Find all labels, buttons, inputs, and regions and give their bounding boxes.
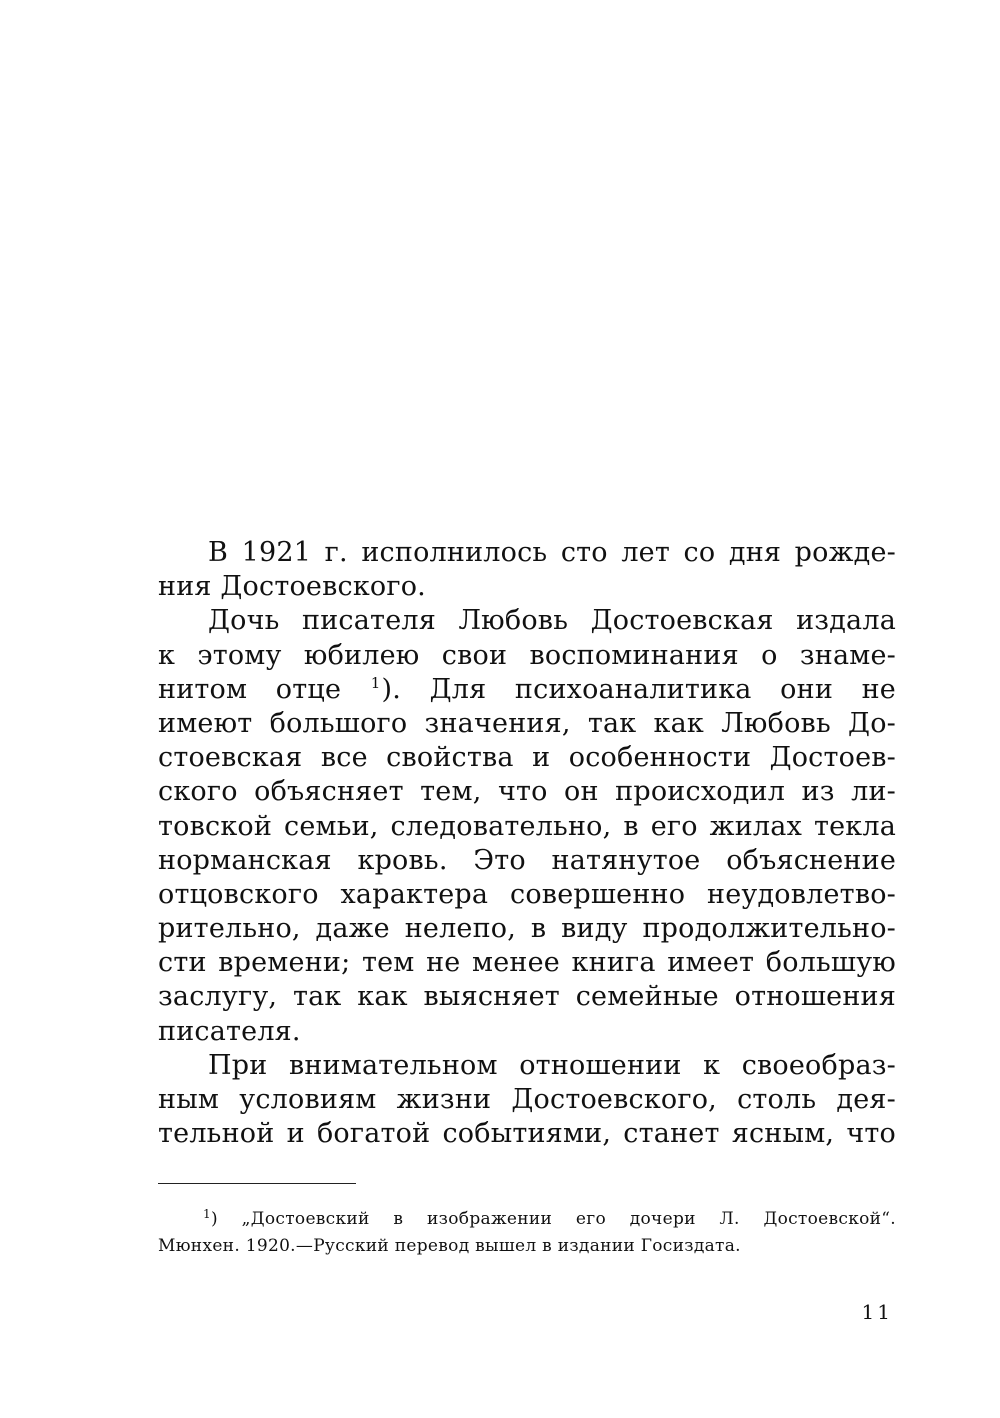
text-line: имеют большого значения, так как Любовь До- — [158, 707, 896, 739]
text-fragment: ). Для психоаналитика они не — [381, 673, 896, 705]
text-line: В 1921 г. исполнилось сто лет со дня рожде- — [208, 537, 896, 568]
text-line: ным условиям жизни Достоевского, столь дея- — [158, 1084, 896, 1115]
footnote-marker: 1 — [203, 1207, 211, 1221]
text-line: товской семьи, следовательно, в его жилах текла — [158, 810, 896, 842]
text-line: писателя. — [158, 1015, 301, 1047]
text-line: норманская кровь. Это натянутое объяснение — [158, 844, 896, 876]
text-line: отцовского характера совершенно неудовлетво- — [158, 878, 896, 910]
footnote-line: Мюнхен. 1920.—Русский перевод вышел в издании Госиздата. — [158, 1236, 741, 1256]
text-line: стоевская все свойства и особенности Достоев- — [158, 742, 896, 774]
text-line: Дочь писателя Любовь Достоевская издала — [208, 605, 896, 637]
text-line: сти времени; тем не менее книга имеет большую — [158, 947, 896, 979]
footnote-text: ) „Достоевский в изображении его дочери Л. Достоевской“. — [210, 1209, 896, 1229]
text-fragment: нитом отце — [158, 673, 342, 705]
text-line: При внимательном отношении к своеобраз- — [208, 1049, 896, 1081]
text-line: к этому юбилею свои воспоминания о знаме- — [158, 639, 896, 671]
page-number: 11 — [861, 1300, 893, 1324]
text-line: рительно, даже нелепо, в виду продолжительно- — [158, 913, 896, 945]
text-line: ского объясняет тем, что он происходил из ли- — [158, 776, 896, 808]
footnote-line — [158, 1206, 896, 1233]
footnote-divider — [158, 1183, 356, 1184]
text-line-with-footnote-ref — [158, 673, 896, 707]
text-line: заслугу, так как выясняет семейные отношения — [158, 981, 896, 1013]
footnote — [158, 1206, 896, 1260]
text-line: ния Достоевского. — [158, 571, 426, 603]
footnote-reference: 1 — [370, 673, 381, 692]
text-line: тельной и богатой событиями, станет ясным, что — [158, 1118, 896, 1150]
body-text — [158, 536, 896, 1151]
